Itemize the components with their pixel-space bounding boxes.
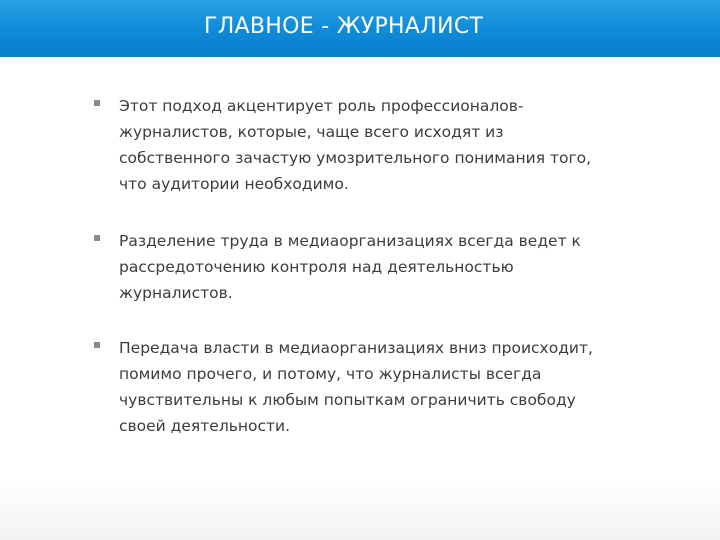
bullet-text: Этот подход акцентирует роль профессионалов- журналистов, которые, чаще всего исходят из собственного зачастую умозрительного понимания того, что аудитории необходимо. bbox=[119, 97, 592, 193]
bullet-text: Разделение труда в медиаорганизациях всегда ведет к рассредоточению контроля над деятельностью журналистов. bbox=[119, 232, 581, 302]
square-bullet-icon bbox=[94, 342, 100, 348]
bullet-text: Передача власти в медиаорганизациях вниз происходит, помимо прочего, и потому, что журналисты всегда чувствительны к любым попыткам ограничить свободу своей деятельности. bbox=[119, 339, 593, 435]
square-bullet-icon bbox=[94, 100, 100, 106]
slide-title: ГЛАВНОЕ - ЖУРНАЛИСТ bbox=[204, 14, 484, 39]
footer-gradient bbox=[0, 480, 720, 540]
square-bullet-icon bbox=[94, 235, 100, 241]
